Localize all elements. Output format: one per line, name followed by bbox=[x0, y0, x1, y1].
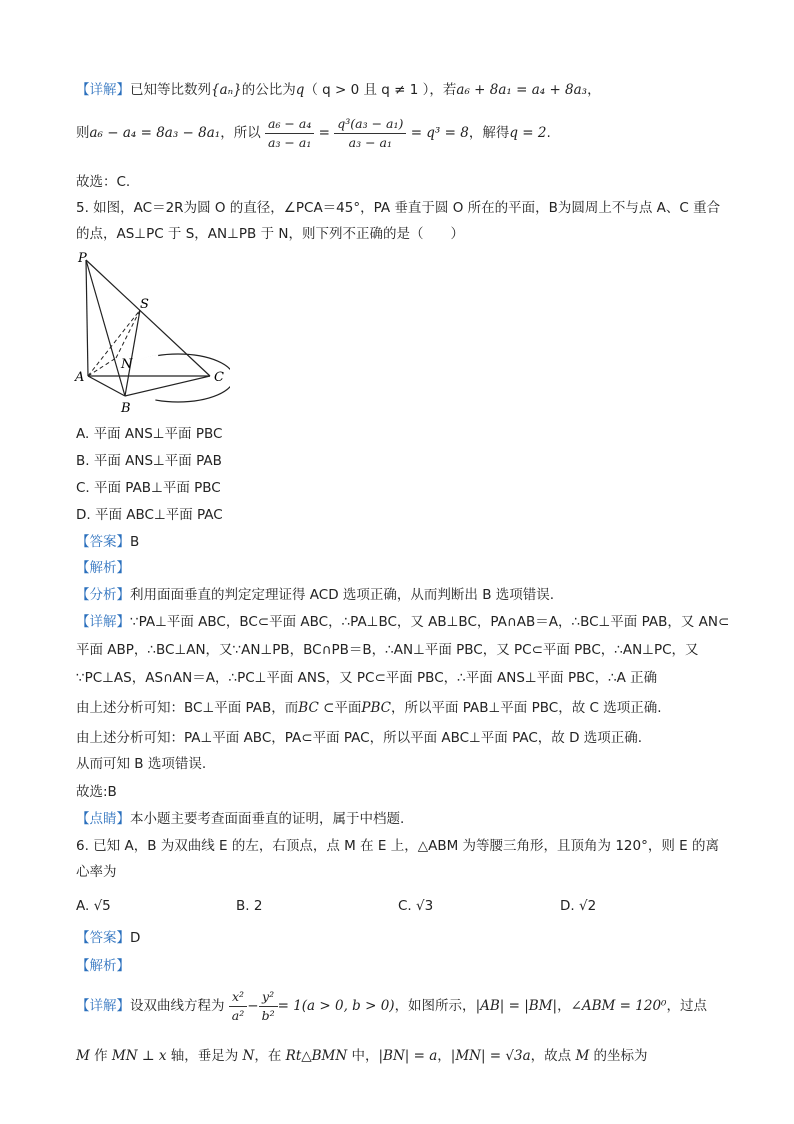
text: 中， bbox=[347, 1048, 379, 1064]
q5-fenxi bbox=[76, 585, 554, 605]
math: |AB| = |BM| bbox=[475, 998, 558, 1014]
q6-stem-2: 心率为 bbox=[76, 864, 117, 880]
q5-choice: 故选:B bbox=[76, 784, 117, 800]
text: 由上述分析可知：BC⊥平面 PAB，而 bbox=[76, 700, 299, 716]
answer-value: D bbox=[130, 930, 141, 946]
label-S: S bbox=[140, 297, 149, 312]
text: 平面 bbox=[334, 700, 362, 716]
q6-option-b: B. 2 bbox=[236, 898, 263, 914]
math-eq: = bbox=[318, 125, 330, 141]
detail-tag: 【详解】 bbox=[76, 82, 130, 98]
text: . bbox=[546, 125, 551, 141]
q5-answer bbox=[76, 532, 139, 552]
text: ，所以平面 PAB⊥平面 PBC，故 C 选项正确. bbox=[390, 700, 662, 716]
math: MN ⊥ x bbox=[111, 1048, 167, 1064]
comment-text: 本小题主要考查面面垂直的证明，属于中档题. bbox=[130, 811, 405, 827]
math: ∠ABM = 120⁰ bbox=[570, 998, 667, 1014]
fenxi-tag: 【分析】 bbox=[76, 587, 130, 603]
q5-analysis-tag bbox=[76, 558, 130, 578]
q5-stem-1: 5. 如图，AC＝2R为圆 O 的直径，∠PCA＝45°，PA 垂直于圆 O 所在的平面，B为圆周上不与点 A、C 重合 bbox=[76, 200, 721, 216]
math: Rt△BMN bbox=[285, 1048, 348, 1064]
fraction: $\frac{\text{x²}}{\text{a²}}$ bbox=[229, 988, 247, 1025]
q5-option-c: C. 平面 PAB⊥平面 PBC bbox=[76, 480, 221, 496]
q5-figure bbox=[70, 250, 230, 420]
line-AB bbox=[88, 376, 125, 396]
label-N: N bbox=[121, 357, 133, 372]
text: ，在 bbox=[254, 1048, 286, 1064]
fraction: $\frac{\text{a₆ − a₄}}{\text{a₃ − a₁}}$ bbox=[265, 115, 314, 152]
q6-option-d: D. √2 bbox=[560, 898, 597, 914]
text: ，所以 bbox=[220, 125, 261, 141]
detail-text: ∵PA⊥平面 ABC，BC⊂平面 ABC，∴PA⊥BC，又 AB⊥BC，PA∩AB＝A，∴BC⊥平面 PAB，又 AN⊂ bbox=[130, 614, 730, 630]
math: |BN| = a bbox=[378, 1048, 438, 1064]
text: ， bbox=[587, 82, 601, 98]
q6-detail-1 bbox=[76, 986, 707, 1026]
label-C: C bbox=[214, 370, 224, 385]
fraction: $\frac{\text{q³(a₃ − a₁)}}{\text{a₃ − a₁}}$ bbox=[334, 115, 406, 152]
line-BC bbox=[125, 376, 210, 396]
text: 则 bbox=[76, 125, 90, 141]
text: ， bbox=[437, 1048, 451, 1064]
label-P: P bbox=[78, 251, 87, 266]
comment-tag: 【点睛】 bbox=[76, 811, 130, 827]
fenxi-text: 利用面面垂直的判定定理证得 ACD 选项正确，从而判断出 B 选项错误. bbox=[130, 587, 555, 603]
math-answer: q = 2 bbox=[509, 125, 547, 141]
math-eq: a₆ + 8a₁ = a₄ + 8a₃ bbox=[456, 82, 588, 98]
math: N bbox=[242, 1048, 255, 1064]
text: 设双曲线方程为 bbox=[130, 998, 225, 1014]
text: ，解得 bbox=[468, 125, 510, 141]
text: ，过点 bbox=[666, 998, 707, 1014]
math: − bbox=[247, 998, 259, 1014]
q5-option-d: D. 平面 ABC⊥平面 PAC bbox=[76, 507, 223, 523]
text: 轴，垂足为 bbox=[166, 1048, 243, 1064]
detail-tag: 【详解】 bbox=[76, 614, 130, 630]
q5-detail-2: 平面 ABP，∴BC⊥AN，又∵AN⊥PB，BC∩PB＝B，∴AN⊥平面 PBC，又 PC⊂平面 PBC，∴AN⊥PC，又 bbox=[76, 642, 699, 658]
q5-detail-4 bbox=[76, 698, 662, 718]
line-PA bbox=[86, 260, 88, 376]
q6-option-c: C. √3 bbox=[398, 898, 434, 914]
math-eq: = q³ = 8 bbox=[410, 125, 469, 141]
text: （ q > 0 且 q ≠ 1 ），若 bbox=[304, 82, 457, 98]
math: |MN| = √3a bbox=[450, 1048, 531, 1064]
q6-answer bbox=[76, 928, 140, 948]
text: ，如图所示， bbox=[394, 998, 476, 1014]
q5-option-a: A. 平面 ANS⊥平面 PBC bbox=[76, 426, 223, 442]
answer-value: B bbox=[130, 534, 140, 550]
text: 的公比为 bbox=[241, 82, 296, 98]
solution-line-1 bbox=[76, 80, 601, 100]
q6-analysis-tag bbox=[76, 956, 130, 976]
text: ，故点 bbox=[530, 1048, 576, 1064]
math-seq: {aₙ} bbox=[211, 82, 242, 98]
text: 的坐标为 bbox=[589, 1048, 648, 1064]
math: M bbox=[76, 1048, 90, 1064]
q5-detail-3: ∵PC⊥AS，AS∩AN＝A，∴PC⊥平面 ANS，又 PC⊂平面 PBC，∴平面 ANS⊥平面 PBC，∴A 正确 bbox=[76, 670, 658, 686]
analysis-tag: 【解析】 bbox=[76, 958, 130, 974]
solution-line-2 bbox=[76, 114, 551, 152]
text: 作 bbox=[89, 1048, 112, 1064]
q5-comment bbox=[76, 809, 404, 829]
math: BC ⊂ bbox=[298, 700, 335, 716]
math: M bbox=[575, 1048, 590, 1064]
q6-stem-1: 6. 已知 A，B 为双曲线 E 的左，右顶点，点 M 在 E 上，△ABM 为等腰三角形，且顶角为 120°，则 E 的离 bbox=[76, 838, 719, 854]
label-B: B bbox=[121, 401, 131, 416]
answer-tag: 【答案】 bbox=[76, 534, 130, 550]
detail-tag: 【详解】 bbox=[76, 998, 130, 1014]
answer-tag: 【答案】 bbox=[76, 930, 130, 946]
math: = 1(a > 0, b > 0) bbox=[277, 998, 395, 1014]
q6-detail-2 bbox=[76, 1046, 648, 1066]
q5-detail-1 bbox=[76, 612, 729, 632]
q5-detail-6: 从而可知 B 选项错误. bbox=[76, 756, 207, 772]
math: PBC bbox=[361, 700, 391, 716]
choice-line: 故选：C. bbox=[76, 174, 131, 190]
q5-detail-5: 由上述分析可知：PA⊥平面 ABC，PA⊂平面 PAC，所以平面 ABC⊥平面 PAC，故 D 选项正确. bbox=[76, 730, 643, 746]
math-q: q bbox=[295, 82, 305, 98]
q6-option-a: A. √5 bbox=[76, 898, 111, 914]
q5-option-b: B. 平面 ANS⊥平面 PAB bbox=[76, 453, 222, 469]
text: ， bbox=[557, 998, 571, 1014]
analysis-tag: 【解析】 bbox=[76, 560, 130, 576]
q5-stem-2: 的点，AS⊥PC 于 S，AN⊥PB 于 N，则下列不正确的是（ ） bbox=[76, 226, 464, 242]
label-A: A bbox=[75, 370, 85, 385]
fraction: $\frac{\text{y²}}{\text{b²}}$ bbox=[259, 988, 278, 1025]
line-AN bbox=[88, 358, 116, 376]
math-eq: a₆ − a₄ = 8a₃ − 8a₁ bbox=[89, 125, 221, 141]
line-SB bbox=[125, 310, 140, 396]
text: 已知等比数列 bbox=[130, 82, 211, 98]
